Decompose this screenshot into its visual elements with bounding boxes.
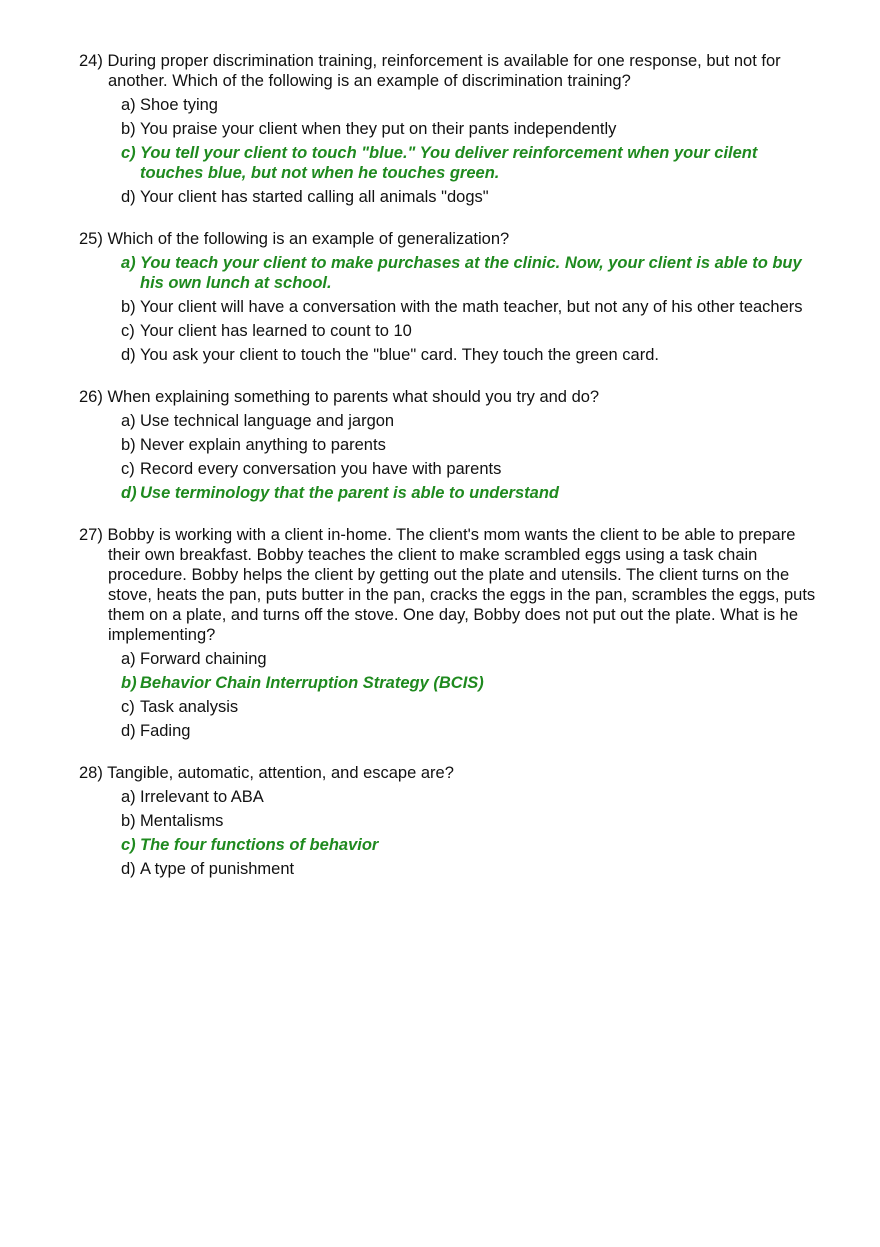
option-text: Your client will have a conversation with the math teacher, but not any of his other teachers [140, 298, 803, 316]
answer-option [79, 435, 824, 455]
option-letter: d) [121, 188, 136, 206]
option-text: Behavior Chain Interruption Strategy (BCIS) [140, 674, 484, 692]
answer-option-correct [79, 483, 824, 503]
question-27 [79, 525, 824, 741]
option-letter: d) [121, 346, 136, 364]
option-text: Irrelevant to ABA [140, 788, 264, 806]
answer-option [79, 697, 824, 717]
option-letter: b) [121, 120, 136, 138]
answer-option-correct [79, 673, 824, 693]
option-text: Shoe tying [140, 96, 218, 114]
answer-option [79, 459, 824, 479]
option-letter: b) [121, 298, 136, 316]
question-number: 27) [79, 526, 103, 544]
option-letter: a) [121, 412, 136, 430]
option-letter: d) [121, 484, 137, 502]
answer-option-correct [79, 835, 824, 855]
answer-option [79, 721, 824, 741]
option-text: Your client has started calling all animals "dogs" [140, 188, 489, 206]
option-text: You tell your client to touch "blue." You deliver reinforcement when your cilent touches blue, but not when he touches green. [140, 144, 758, 182]
option-letter: d) [121, 722, 136, 740]
question-text: Bobby is working with a client in-home. The client's mom wants the client to be able to prepare their own breakfast. Bobby teaches the client to make scrambled eggs using a task chain procedure. Bobby helps the client by getting out the plate and utensils. The client turns on the stove, heats the pan, puts butter in the pan, cracks the eggs in the pan, scrambles the eggs, puts them on a plate, and turns off the stove. One day, Bobby does not put out the plate. What is he implementing? [107, 526, 816, 644]
question-stem [79, 525, 824, 645]
question-number: 25) [79, 230, 103, 248]
option-text: Fading [140, 722, 191, 740]
answer-option [79, 859, 824, 879]
question-list [79, 51, 824, 901]
answer-option [79, 187, 824, 207]
answer-option [79, 411, 824, 431]
option-letter: a) [121, 96, 136, 114]
option-text: Never explain anything to parents [140, 436, 386, 454]
answer-option [79, 345, 824, 365]
option-text: The four functions of behavior [140, 836, 379, 854]
question-number: 24) [79, 52, 103, 70]
answer-option [79, 811, 824, 831]
option-letter: a) [121, 650, 136, 668]
option-text: Record every conversation you have with parents [140, 460, 502, 478]
option-text: Task analysis [140, 698, 239, 716]
option-letter: c) [121, 144, 136, 162]
option-text: You ask your client to touch the "blue" card. They touch the green card. [140, 346, 659, 364]
answer-option [79, 297, 824, 317]
question-text: Which of the following is an example of generalization? [107, 230, 510, 248]
option-text: Use technical language and jargon [140, 412, 395, 430]
option-letter: a) [121, 254, 136, 272]
answer-option-correct [79, 253, 824, 293]
option-letter: b) [121, 436, 136, 454]
question-stem [79, 387, 824, 407]
option-letter: c) [121, 460, 135, 478]
option-letter: c) [121, 698, 135, 716]
option-text: A type of punishment [140, 860, 295, 878]
question-text: During proper discrimination training, reinforcement is available for one response, but not for another. Which of the following is an example of discrimination training? [107, 52, 781, 90]
question-text: When explaining something to parents what should you try and do? [107, 388, 600, 406]
answer-option-correct [79, 143, 824, 183]
answer-option [79, 787, 824, 807]
question-number: 26) [79, 388, 103, 406]
question-number: 28) [79, 764, 103, 782]
option-letter: b) [121, 674, 137, 692]
question-24 [79, 51, 824, 207]
option-letter: c) [121, 322, 135, 340]
option-letter: c) [121, 836, 136, 854]
option-text: Forward chaining [140, 650, 267, 668]
question-25 [79, 229, 824, 365]
option-letter: b) [121, 812, 136, 830]
option-text: Use terminology that the parent is able to understand [140, 484, 559, 502]
question-stem [79, 51, 824, 91]
question-28 [79, 763, 824, 879]
question-stem [79, 229, 824, 249]
option-text: You praise your client when they put on their pants independently [140, 120, 617, 138]
option-letter: a) [121, 788, 136, 806]
option-letter: d) [121, 860, 136, 878]
option-text: Your client has learned to count to 10 [140, 322, 412, 340]
option-text: You teach your client to make purchases at the clinic. Now, your client is able to buy his own lunch at school. [140, 254, 802, 292]
answer-option [79, 649, 824, 669]
question-26 [79, 387, 824, 503]
question-text: Tangible, automatic, attention, and escape are? [107, 764, 454, 782]
question-stem [79, 763, 824, 783]
answer-option [79, 119, 824, 139]
answer-option [79, 321, 824, 341]
option-text: Mentalisms [140, 812, 224, 830]
answer-option [79, 95, 824, 115]
